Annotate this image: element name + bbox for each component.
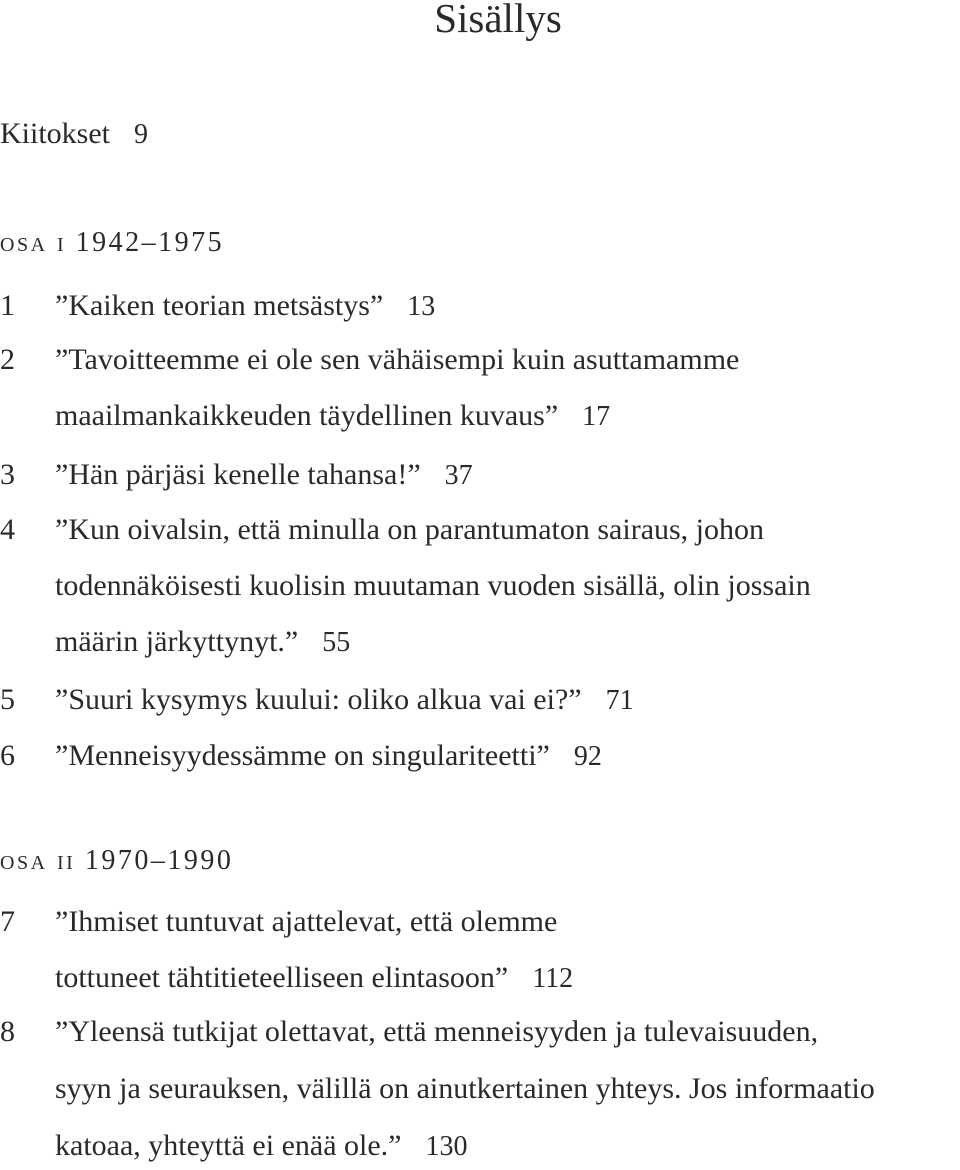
entry-title: ”Ihmiset tuntuvat ajattelevat, että olemme — [55, 905, 558, 938]
page-number: 92 — [573, 741, 602, 772]
entry-title: ”Kaiken teorian metsästys” — [55, 289, 384, 322]
toc-entry-chapter-7 — [0, 907, 557, 937]
entry-title: ”Yleensä tutkijat olettavat, että menneisyyden ja tulevaisuuden, — [55, 1015, 819, 1048]
page-number: 55 — [322, 627, 351, 658]
toc-entry-chapter-4 — [0, 515, 764, 545]
entry-title-continued: katoaa, yhteyttä ei enää ole.” — [55, 1129, 402, 1162]
toc-entry-acknowledgements — [0, 119, 148, 149]
chapter-number: 5 — [0, 683, 15, 716]
entry-title: ”Hän pärjäsi kenelle tahansa!” — [55, 458, 421, 491]
entry-title-continued: tottuneet tähtitieteelliseen elintasoon” — [55, 961, 509, 994]
toc-entry-chapter-2-cont — [55, 401, 610, 431]
chapter-number: 2 — [0, 343, 15, 376]
entry-title: ”Suuri kysymys kuului: oliko alkua vai ei?” — [55, 683, 582, 716]
page-number: 37 — [444, 460, 473, 491]
toc-entry-chapter-1 — [0, 291, 435, 321]
entry-title-continued: maailmankaikkeuden täydellinen kuvaus” — [55, 399, 559, 432]
page-number: 13 — [407, 291, 436, 322]
toc-entry-chapter-3 — [0, 460, 473, 490]
toc-entry-chapter-4-cont-2 — [55, 627, 350, 657]
chapter-number: 7 — [0, 905, 15, 938]
page-number: 130 — [425, 1131, 468, 1162]
toc-entry-chapter-4-cont — [55, 571, 811, 601]
toc-entry-chapter-5 — [0, 685, 634, 715]
part-title: osa i 1942–1975 — [0, 227, 225, 258]
chapter-number: 6 — [0, 739, 15, 772]
entry-title: ”Tavoitteemme ei ole sen vähäisempi kuin asuttamamme — [55, 343, 740, 376]
toc-entry-chapter-7-cont — [55, 963, 573, 993]
chapter-number: 8 — [0, 1015, 15, 1048]
page-title: Sisällys — [434, 0, 562, 41]
toc-entry-chapter-8-cont-2 — [55, 1131, 467, 1161]
toc-entry-chapter-8 — [0, 1017, 818, 1047]
part-heading-2 — [0, 845, 233, 877]
entry-title-continued: syyn ja seurauksen, välillä on ainutkertainen yhteys. Jos informaatio — [55, 1072, 875, 1105]
chapter-number: 1 — [0, 289, 15, 322]
toc-entry-chapter-6 — [0, 741, 602, 771]
entry-title: Kiitokset — [0, 117, 110, 150]
chapter-number: 4 — [0, 513, 15, 546]
chapter-number: 3 — [0, 458, 15, 491]
page-number: 71 — [605, 685, 634, 716]
entry-title: ”Menneisyydessämme on singulariteetti” — [55, 739, 550, 772]
part-heading-1 — [0, 227, 224, 259]
part-title: osa ii 1970–1990 — [0, 845, 234, 876]
toc-entry-chapter-8-cont — [55, 1074, 875, 1104]
toc-entry-chapter-2 — [0, 345, 739, 375]
page-number: 17 — [582, 401, 611, 432]
entry-title: ”Kun oivalsin, että minulla on parantumaton sairaus, johon — [55, 513, 765, 546]
page-number: 112 — [532, 963, 574, 994]
entry-title-continued: todennäköisesti kuolisin muutaman vuoden sisällä, olin jossain — [55, 569, 811, 602]
page-number: 9 — [134, 119, 148, 150]
entry-title-continued: määrin järkyttynyt.” — [55, 625, 299, 658]
